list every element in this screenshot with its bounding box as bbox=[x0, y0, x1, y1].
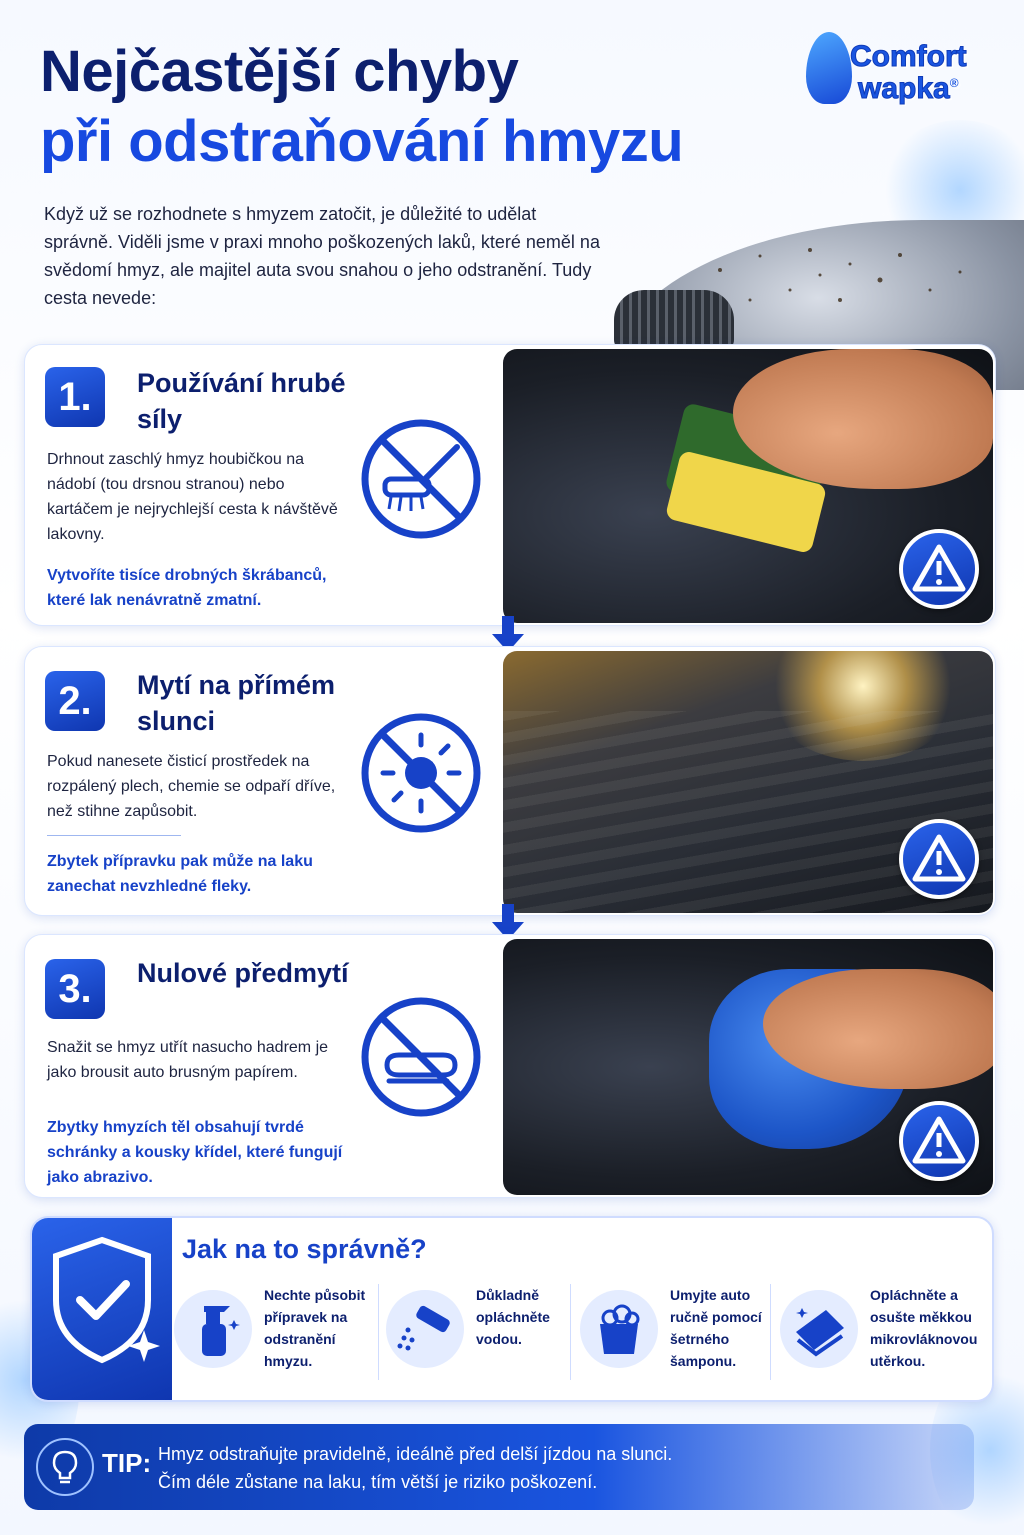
step-number-badge: 3. bbox=[45, 959, 105, 1019]
hood-in-sun-photo bbox=[503, 651, 993, 913]
no-sun-icon bbox=[359, 711, 483, 835]
divider bbox=[47, 835, 181, 836]
mistake-card-2 bbox=[24, 646, 996, 916]
bucket-icon bbox=[580, 1290, 658, 1368]
how-to-step-text: Důkladně opláchněte vodou. bbox=[476, 1287, 550, 1347]
tip-bar bbox=[24, 1424, 974, 1510]
intro-paragraph: Když už se rozhodnete s hmyzem zatočit, je důležité to udělat správně. Viděli jsme v praxi mnoho poškozených laků, které neměl na svědomí hmyz, ale majitel auta svou snahou o jeho odstranění. Tudy cesta nevede: bbox=[44, 204, 600, 308]
elephant-drop-icon bbox=[806, 32, 852, 104]
tip-label: TIP: bbox=[102, 1448, 152, 1478]
step-number-badge: 1. bbox=[45, 367, 105, 427]
logo-word-2-text: wapka bbox=[858, 72, 950, 105]
how-to-title: Jak na to správně? bbox=[182, 1234, 427, 1264]
warning-triangle-icon bbox=[899, 819, 979, 899]
comfort-wapka-logo bbox=[806, 28, 996, 112]
step-number-badge: 2. bbox=[45, 671, 105, 731]
mistake-description: Drhnout zaschlý hmyz houbičkou na nádobí (tou drsnou stranou) nebo kartáčem je nejrychlejší cesta k návštěvě lakovny. bbox=[47, 451, 338, 543]
warning-triangle-icon bbox=[899, 529, 979, 609]
logo-word-1: Comfort bbox=[850, 40, 967, 73]
how-to-step-text: Umyjte auto ručně pomocí šetrného šamponu. bbox=[670, 1287, 762, 1369]
how-to-step-text: Nechte působit přípravek na odstranění hmyzu. bbox=[264, 1287, 366, 1369]
mistake-title: Nulové předmytí bbox=[137, 958, 349, 988]
lightbulb-icon bbox=[36, 1438, 94, 1496]
tip-line-2: Čím déle zůstane na laku, tím větší je riziko poškození. bbox=[158, 1472, 598, 1492]
page-subtitle: při odstraňování hmyzu bbox=[40, 109, 684, 174]
page-title: Nejčastější chyby bbox=[40, 39, 519, 104]
logo-word-2 bbox=[858, 74, 959, 104]
hose-nozzle-icon bbox=[386, 1290, 464, 1368]
mistake-description: Snažit se hmyz utřít nasucho hadrem je jako brousit auto brusným papírem. bbox=[47, 1039, 329, 1081]
separator bbox=[570, 1284, 571, 1380]
microfiber-cloth-icon bbox=[780, 1290, 858, 1368]
sponge-scrubbing-photo bbox=[503, 349, 993, 623]
mistake-warning: Vytvoříte tisíce drobných škrábanců, které lak nenávratně zmatní. bbox=[47, 567, 327, 609]
tip-line-1: Hmyz odstraňujte pravidelně, ideálně před delší jízdou na slunci. bbox=[158, 1444, 673, 1464]
mistake-warning: Zbytky hmyzích těl obsahují tvrdé schránky a kousky křídel, které fungují jako abrazivo. bbox=[47, 1119, 343, 1186]
tip-text bbox=[158, 1440, 878, 1496]
separator bbox=[770, 1284, 771, 1380]
registered-mark: ® bbox=[949, 76, 959, 90]
how-to-step-text: Opláchněte a osušte měkkou mikrovláknovou utěrkou. bbox=[870, 1287, 978, 1369]
mistake-title: Mytí na přímém slunci bbox=[137, 670, 336, 736]
dry-towel-wiping-photo bbox=[503, 939, 993, 1195]
no-towel-icon bbox=[359, 995, 483, 1119]
mistake-title: Používání hrubé síly bbox=[137, 368, 346, 434]
how-to-box bbox=[30, 1216, 994, 1402]
mistake-card-3 bbox=[24, 934, 996, 1198]
no-brush-icon bbox=[359, 417, 483, 541]
shield-panel bbox=[32, 1218, 172, 1400]
spray-bottle-icon bbox=[174, 1290, 252, 1368]
mistake-card-1 bbox=[24, 344, 996, 626]
separator bbox=[378, 1284, 379, 1380]
mistake-description: Pokud nanesete čisticí prostředek na rozpálený plech, chemie se odpaří dříve, než stihne zapůsobit. bbox=[47, 753, 336, 820]
shield-check-icon bbox=[32, 1218, 172, 1400]
mistake-warning: Zbytek přípravku pak může na laku zanechat nevzhledné fleky. bbox=[47, 853, 313, 895]
warning-triangle-icon bbox=[899, 1101, 979, 1181]
